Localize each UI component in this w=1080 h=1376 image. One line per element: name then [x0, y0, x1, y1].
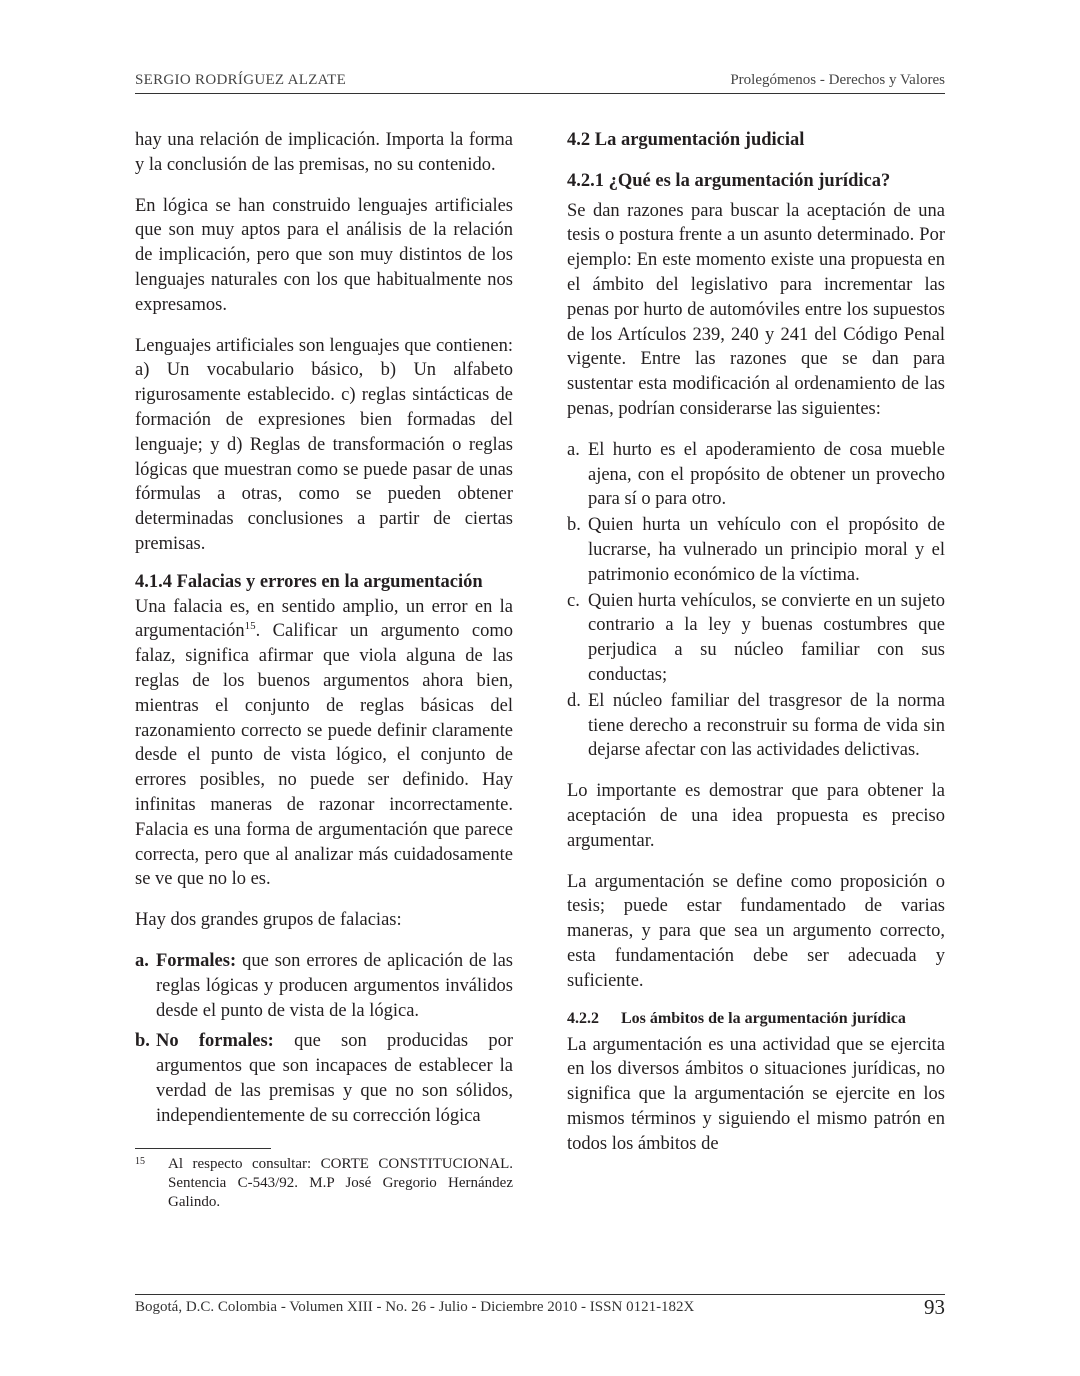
list-term: Formales: [156, 950, 237, 971]
list-label: a. [135, 950, 149, 971]
list-term: No formales: [156, 1031, 274, 1052]
header-author: SERGIO RODRÍGUEZ ALZATE [135, 72, 347, 88]
paragraph: Lenguajes artificiales son lenguajes que contienen: a) Un vocabulario básico, b) Un alfabeto rigurosamente establecido. c) reglas sintácticas de formación de expresiones bien formadas del lenguaje; y d) Reglas de transformación o reglas lógicas que muestran como se puede pasar de unas fórmulas a otras, como se pueden obtener determinadas conclusiones a partir de ciertas premisas. [135, 335, 513, 554]
heading-number: 4.2.2 [567, 1009, 599, 1027]
footnote-reference[interactable]: 15 [244, 620, 256, 633]
paragraph-text: . Calificar un argumento como falaz, significa afirmar que viola alguna de las reglas de los buenos argumentos ahora bien, mientras el conjunto de reglas básicas del razonamiento correcto se puede definir claramente desde el punto de vista lógico, el conjunto de errores posibles, no puede ser definido. Hay infinitas maneras de razonar incorrectamente. Falacia es una forma de argumentación que parece correcta, pero que al analizar más cuidadosamente se ve que no lo es. [135, 621, 513, 890]
paragraph-falacia [135, 595, 513, 893]
right-column [567, 128, 945, 1156]
list-text: que son producidas por argumentos que son incapaces de establecer la verdad de las premisas y que no son sólidos, independientemente de su corrección lógica [156, 1031, 513, 1126]
paragraph: En lógica se han construido lenguajes artificiales que son muy aptos para el análisis de la relación de implicación, pero que son muy distintos de los lenguajes naturales con los que habitualmente nos expresamos. [135, 195, 513, 315]
section-heading-4-1-4: 4.1.4 Falacias y errores en la argumentación [135, 571, 483, 592]
footnote-divider [135, 1148, 271, 1149]
list-item [567, 589, 945, 688]
list-text: Quien hurta un vehículo con el propósito de lucrarse, ha vulnerado un principio moral y el patrimonio económico de la víctima. [588, 515, 945, 585]
footnote-text: Al respecto consultar: CORTE CONSTITUCIONAL. Sentencia C-543/92. M.P José Gregorio Hernández Galindo. [168, 1156, 513, 1211]
footer-citation: Bogotá, D.C. Colombia - Volumen XIII - No. 26 - Julio - Diciembre 2010 - ISSN 0121-182X [135, 1299, 695, 1315]
section-heading-4-2-1: 4.2.1 ¿Qué es la argumentación jurídica? [567, 170, 891, 191]
header-journal-title: Prolegómenos - Derechos y Valores [730, 72, 945, 88]
list-item [135, 949, 513, 1023]
list-text: Quien hurta vehículos, se convierte en un sujeto contrario a la ley y buenas costumbres que perjudica a su núcleo familiar con sus conductas; [588, 590, 945, 685]
list-item [567, 689, 945, 763]
list-text: que son errores de aplicación de las reglas lógicas y producen argumentos inválidos desde el punto de vista de la lógica. [156, 950, 513, 1021]
left-column [135, 128, 513, 1212]
paragraph-text: Una falacia es, en sentido amplio, un error en la argumentación [135, 596, 513, 642]
section-heading-4-2: 4.2 La argumentación judicial [567, 130, 805, 150]
footnote-number: 15 [135, 1156, 145, 1168]
list-label: b. [135, 1031, 150, 1052]
list-item [135, 1029, 513, 1128]
paragraph: Lo importante es demostrar que para obtener la aceptación de una idea propuesta es preciso argumentar. [567, 781, 945, 851]
list-item [567, 438, 945, 512]
paragraph: La argumentación es una actividad que se ejercita en los diversos ámbitos o situaciones jurídicas, no significa que la argumentación se ejercite en los mismos términos y siguiendo el mismo patrón en todos los ámbitos de [567, 1034, 945, 1154]
list-text: El núcleo familiar del trasgresor de la norma tiene derecho a reconstruir su forma de vida sin dejarse afectar con las actividades delictivas. [588, 690, 945, 761]
list-text: El hurto es el apoderamiento de cosa mueble ajena, con el propósito de obtener un provecho para sí o para otro. [588, 439, 945, 510]
section-heading-4-2-2 [567, 1010, 945, 1028]
paragraph: Hay dos grandes grupos de falacias: [135, 910, 402, 931]
paragraph: Se dan razones para buscar la aceptación de una tesis o postura frente a un asunto determinado. Por ejemplo: En este momento existe una propuesta en el ámbito del legislativo para incrementar las penas por hurto de automóviles entre los supuestos de los Artículos 239, 240 y 241 del Código Penal vigente. Entre las razones que se dan para sustentar esta modificación al ordenamiento de las penas, podrían considerarse las siguientes: [567, 200, 945, 419]
list-label: b. [567, 515, 581, 536]
paragraph: La argumentación se define como proposición o tesis; puede estar fundamentado de varias maneras, y para que sea un argumento correcto, esta fundamentación debe ser adecuada y suficiente. [567, 871, 945, 991]
running-footer [135, 1294, 945, 1325]
footnote [135, 1155, 513, 1212]
running-header [135, 70, 945, 94]
heading-text: Los ámbitos de la argumentación jurídica [621, 1009, 906, 1027]
paragraph: hay una relación de implicación. Importa la forma y la conclusión de las premisas, no su contenido. [135, 130, 513, 175]
list-label: c. [567, 590, 580, 611]
page-number: 93 [924, 1295, 945, 1319]
list-item [567, 513, 945, 587]
list-label: a. [567, 439, 580, 460]
list-label: d. [567, 690, 581, 711]
